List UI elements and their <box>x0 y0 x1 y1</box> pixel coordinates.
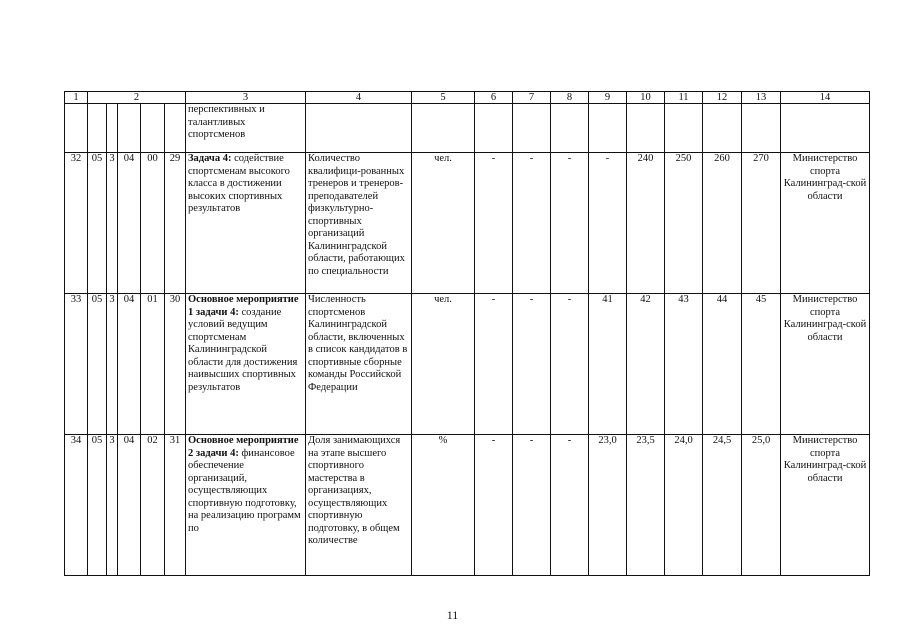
task-title-text: финансовое обеспечение организаций, осуществляющих спортивную подготовку, на реализацию программ по <box>188 447 301 534</box>
row-number: 32 <box>65 153 88 294</box>
task-title-text: содействие спортсменам высокого класса в достижении высоких спортивных результатов <box>188 153 290 214</box>
value-cell: 260 <box>703 153 742 294</box>
header-col-13: 13 <box>742 92 781 104</box>
task-title-bold: Основное мероприятие 2 задачи 4: <box>188 435 299 459</box>
value-cell: - <box>551 294 589 435</box>
header-col-8: 8 <box>551 92 589 104</box>
header-col-3: 3 <box>186 92 306 104</box>
value-cell: - <box>513 435 551 576</box>
unit-cell: чел. <box>412 153 475 294</box>
header-col-2: 2 <box>88 92 186 104</box>
value-cell: 23,5 <box>627 435 665 576</box>
program-indicators-table <box>64 91 870 576</box>
unit-cell: % <box>412 435 475 576</box>
executor-cell: Министерство спорта Калининград-ской области <box>781 435 870 576</box>
value-cell: - <box>475 435 513 576</box>
value-cell: 42 <box>627 294 665 435</box>
continuation-row <box>65 104 870 153</box>
task-title-bold: Основное мероприятие 1 задачи 4: <box>188 294 299 318</box>
task-description <box>186 294 306 435</box>
code-cell: 31 <box>165 435 186 576</box>
value-cell: 45 <box>742 294 781 435</box>
value-cell: 270 <box>742 153 781 294</box>
value-cell: - <box>513 294 551 435</box>
value-cell: 250 <box>665 153 703 294</box>
code-cell: 01 <box>141 294 165 435</box>
task-title-bold: Задача 4: <box>188 153 232 164</box>
executor-cell: Министерство спорта Калининград-ской области <box>781 294 870 435</box>
table-row <box>65 153 870 294</box>
unit-cell: чел. <box>412 294 475 435</box>
executor-cell: Министерство спорта Калининград-ской области <box>781 153 870 294</box>
table-row <box>65 294 870 435</box>
value-cell: 44 <box>703 294 742 435</box>
task-title-text: создание условий ведущим спортсменам Калининградской области для достижения наивысших спортивных результатов <box>188 306 298 393</box>
table-row <box>65 435 870 576</box>
code-cell: 3 <box>107 294 118 435</box>
indicator-text: Доля занимающихся на этапе высшего спортивного мастерства в организациях, осуществляющих спортивную подготовку, в общем количестве <box>306 435 412 576</box>
code-cell: 04 <box>118 294 141 435</box>
continuation-text: перспективных и талантливых спортсменов <box>186 104 306 153</box>
header-col-7: 7 <box>513 92 551 104</box>
value-cell: - <box>551 435 589 576</box>
header-col-4: 4 <box>306 92 412 104</box>
header-col-14: 14 <box>781 92 870 104</box>
task-description <box>186 435 306 576</box>
code-cell: 29 <box>165 153 186 294</box>
header-col-1: 1 <box>65 92 88 104</box>
code-cell: 05 <box>88 153 107 294</box>
column-number-header-row <box>65 92 870 104</box>
value-cell: 240 <box>627 153 665 294</box>
row-number: 33 <box>65 294 88 435</box>
page-number: 11 <box>446 608 459 622</box>
value-cell: 25,0 <box>742 435 781 576</box>
header-col-6: 6 <box>475 92 513 104</box>
code-cell: 04 <box>118 153 141 294</box>
value-cell: - <box>551 153 589 294</box>
code-cell: 30 <box>165 294 186 435</box>
code-cell: 00 <box>141 153 165 294</box>
code-cell: 02 <box>141 435 165 576</box>
header-col-9: 9 <box>589 92 627 104</box>
value-cell: - <box>475 294 513 435</box>
code-cell: 05 <box>88 294 107 435</box>
code-cell: 3 <box>107 153 118 294</box>
value-cell: - <box>475 153 513 294</box>
code-cell: 04 <box>118 435 141 576</box>
indicator-text: Численность спортсменов Калининградской области, включенных в список кандидатов в спортивные сборные команды Российской Федерации <box>306 294 412 435</box>
task-description <box>186 153 306 294</box>
value-cell: 24,0 <box>665 435 703 576</box>
header-col-10: 10 <box>627 92 665 104</box>
value-cell: - <box>513 153 551 294</box>
row-number: 34 <box>65 435 88 576</box>
indicator-text: Количество квалифици-рованных тренеров и тренеров-преподавателей физкультурно-спортивных организаций Калининградской области, работающих по специальности <box>306 153 412 294</box>
value-cell: - <box>589 153 627 294</box>
value-cell: 23,0 <box>589 435 627 576</box>
header-col-12: 12 <box>703 92 742 104</box>
header-col-11: 11 <box>665 92 703 104</box>
value-cell: 43 <box>665 294 703 435</box>
code-cell: 05 <box>88 435 107 576</box>
header-col-5: 5 <box>412 92 475 104</box>
value-cell: 41 <box>589 294 627 435</box>
value-cell: 24,5 <box>703 435 742 576</box>
code-cell: 3 <box>107 435 118 576</box>
